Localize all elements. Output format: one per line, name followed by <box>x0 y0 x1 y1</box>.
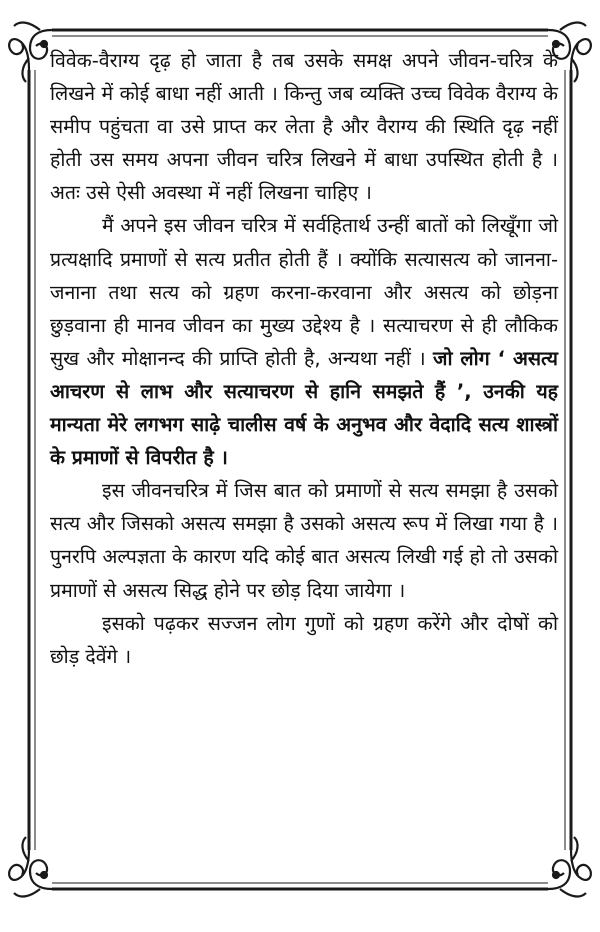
paragraph-1 <box>50 44 558 209</box>
corner-ornament-top-left <box>9 23 52 82</box>
paragraph-3 <box>50 474 558 606</box>
body-text <box>50 44 558 673</box>
paragraph-1-text: विवेक-वैराग्य दृढ़ हो जाता है तब उसके समक्ष अपने जीवन-चरित्र के लिखने में कोई बाधा नहीं आती । किन्तु जब व्यक्ति उच्च विवेक वैराग्य के समीप पहुंचता वा उसे प्राप्त कर लेता है और वैराग्य की स्थिति दृढ़ नहीं होती उस समय अपना जीवन चरित्र लिखने में बाधा उपस्थित होती है । अतः उसे ऐसी अवस्था में नहीं लिखना चाहिए । <box>50 49 558 205</box>
paragraph-3-text: इस जीवनचरित्र में जिस बात को प्रमाणों से सत्य समझा है उसको सत्य और जिसको असत्य समझा है उसको असत्य रूप में लिखा गया है । पुनरपि अल्पज्ञता के कारण यदि कोई बात असत्य लिखी गई हो तो उसको प्रमाणों से असत्य सिद्ध होने पर छोड़ दिया जायेगा । <box>50 479 558 602</box>
paragraph-2-bold-text: जो लोग ‘ असत्य आचरण से लाभ और सत्याचरण से हानि समझते हैं ’, उनकी यह मान्यता मेरे लगभग साढ़े चालीस वर्ष के अनुभव और वेदादि सत्य शास्त्रों के प्रमाणों से विपरीत है । <box>50 346 558 470</box>
corner-ornament-bottom-right <box>548 837 591 896</box>
paragraph-4-text: इसको पढ़कर सज्जन लोग गुणों को ग्रहण करेंगे और दोषों को छोड़ देवेंगे । <box>50 611 558 668</box>
paragraph-4 <box>50 607 558 673</box>
corner-ornament-bottom-left <box>9 837 52 896</box>
paragraph-2-text: मैं अपने इस जीवन चरित्र में सर्वहितार्थ उन्हीं बातों को लिखूँगा जो प्रत्यक्षादि प्रमाणों से सत्य प्रतीत होती हैं । क्योंकि सत्यासत्य को जानना-जनाना तथा सत्य को ग्रहण करना-करवाना और असत्य को छोड़ना छुड़वाना ही मानव जीवन का मुख्य उद्देश्य है । सत्याचरण से ही लौकिक सुख और मोक्षानन्द की प्राप्ति होती है, अन्यथा नहीं । <box>50 214 558 370</box>
paragraph-2 <box>50 209 558 474</box>
